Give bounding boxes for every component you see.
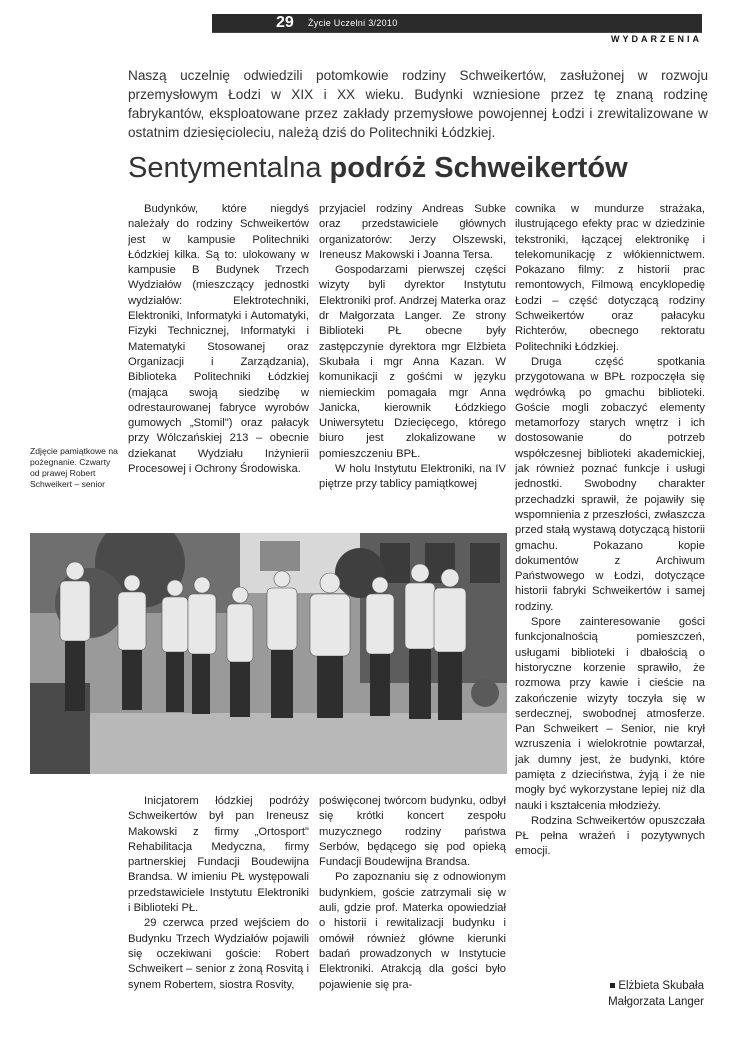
- paragraph: Rodzina Schweikertów opuszczała PŁ pełna wrażeń i pozytywnych emocji.: [515, 814, 705, 858]
- text-column-1: [128, 202, 309, 520]
- photo-caption: Zdjęcie pamiątkowe na pożegnanie. Czwarty od prawej Robert Schweikert – senior: [30, 446, 118, 489]
- author-1-line: [608, 978, 704, 994]
- paragraph: Po zapoznaniu się z odnowionym budynkiem, goście zatrzymali się w auli, gdzie prof. Materka opowiedział o historii i rewitalizacji budynku i omówił również główne kierunki badań prowadzonych w Instytucie Elektroniki. Atrakcją dla gości było pojawienie się pra-: [319, 871, 506, 991]
- group-photo: [30, 533, 507, 774]
- paragraph: 29 czerwca przed wejściem do Budynku Trzech Wydziałów pojawili się oczekiwani goście: Robert Schweikert – senior z żoną Rosvitą i synem Robertem, siostra Rosvity,: [128, 917, 309, 991]
- paragraph: przyjaciel rodziny Andreas Subke oraz przedstawiciele głównych organizatorów: Jerzy Olszewski, Ireneusz Makowski i Joanna Tersa.: [319, 203, 506, 261]
- article-lead: Naszą uczelnię odwiedzili potomkowie rodziny Schweikertów, zasłużonej w rozwoju przemysłowym Łodzi w XIX i XX wieku. Budynki wzniesione przez tę znaną rodzinę fabrykantów, eksploatowane przez zakłady przemysłowe powojennej Łodzi i zrewitalizowane w ostatnim dziesięcioleciu, należą dziś do Politechniki Łódzkiej.: [128, 68, 708, 140]
- paragraph: Inicjatorem łódzkiej podróży Schweikertów był pan Ireneusz Makowski z firmy „Ortosport" Rehabilitacja Medyczna, firmy partnerskiej Fundacji Boudewijna Brandsa. W imieniu PŁ występowali przedstawiciele Instytutu Elektroniki i Biblioteki PŁ.: [128, 795, 309, 915]
- article-title: [128, 150, 628, 186]
- header-bar: [212, 14, 702, 32]
- author-1: Elżbieta Skubała: [618, 980, 704, 992]
- author-signature: [608, 978, 704, 1010]
- title-bold: podróż Schweikertów: [329, 152, 628, 184]
- paragraph: Gospodarzami pierwszej części wizyty byli dyrektor Instytutu Elektroniki prof. Andrzej Materka oraz dr Małgorzata Langer. Ze strony Biblioteki PŁ obecne były zastępczynie dyrektora mgr Elżbieta Skubała i mgr Anna Kazan. W komunikacji z gośćmi w języku niemieckim pomagała mgr Anna Janicka, kierownik Łódzkiego Uniwersytetu Dziecięcego, którego biuro jest zlokalizowane w pomieszczeniu BPŁ.: [319, 264, 506, 460]
- group-photo-image: [30, 533, 507, 774]
- header-divider: [212, 32, 702, 33]
- text-column-2: [319, 202, 506, 520]
- bullet-icon: [610, 983, 615, 988]
- page-number: 29: [276, 14, 294, 31]
- author-2: Małgorzata Langer: [608, 996, 704, 1008]
- title-light: Sentymentalna: [128, 152, 322, 184]
- section-label: WYDARZENIA: [611, 34, 702, 44]
- text-column-5: [319, 794, 506, 1024]
- paragraph: Spore zainteresowanie gości funkcjonalnością pomieszczeń, usługami biblioteki i dbałością o historyczne korzenie sprawiło, że rozmowa przy kawie i cieście na zakończenie wizyty toczyła się w serdecznej, swobodnej atmosferze. Pan Schweikert – Senior, nie krył wzruszenia i wielokrotnie powtarzał, jak dumny jest, że budynki, które pamięta z dzieciństwa, żyją i że nie mogły być wykorzystane lepiej niż dla nauki i kształcenia młodzieży.: [515, 616, 705, 812]
- paragraph: Budynków, które niegdyś należały do rodziny Schweikertów jest w kampusie Politechniki Łódzkiej kilka. Są to: ulokowany w kampusie B Budynek Trzech Wydziałów (mieszczący jednostki wydziałów: Elektrotechniki, Elektroniki, Informatyki i Automatyki, Fizyki Technicznej, Informatyki i Matematyki Stosowanej oraz Organizacji i Zarządzania), Biblioteka Politechniki Łódzkiej (mająca swoją siedzibę w odrestaurowanej fabryce wyrobów gumowych „Stomil") oraz pałacyk przy Wólczańskiej 213 – obecnie dziekanat Wydziału Inżynierii Procesowej i Ochrony Środowiska.: [128, 203, 309, 476]
- paragraph: poświęconej twórcom budynku, odbył się krótki koncert zespołu muzycznego rodziny państwa Serbów, będącego się pod opieką Fundacji Boudewijna Brandsa.: [319, 795, 506, 869]
- paragraph: Druga część spotkania przygotowana w BPŁ rozpoczęła się wędrówką po gmachu biblioteki. Goście mogli zobaczyć elementy metamorfozy starych wnętrz i ich dostosowanie do potrzeb współczesnej biblioteki akademickiej, jak również poznać funkcje i usługi jednostki. Swobodny charakter przechadzki sprawił, że pojawiły się wspomnienia z przeszłości, zwłaszcza przed stałą wystawą dotyczącą historii gmachu. Pokazano kopie dokumentów z Archiwum Państwowego w Łodzi, dotyczące historii fabryki Schweikertów i samej rodziny.: [515, 355, 705, 613]
- text-column-3: [515, 202, 705, 946]
- journal-title: Życie Uczelni 3/2010: [308, 18, 398, 28]
- text-column-4: [128, 794, 309, 1024]
- paragraph: W holu Instytutu Elektroniki, na IV piętrze przy tablicy pamiątkowej: [319, 463, 506, 491]
- paragraph: cownika w mundurze strażaka, ilustrującego efekty prac w dziedzinie tekstroniki, łączącej elektronikę i telekomunikację z włókiennictwem. Pokazano filmy: z historii prac remontowych, Filmową encyklopedię Łodzi – część dotyczącą rodziny Schweikertów oraz pałacyku Richterów, obecnego rektoratu Politechniki Łódzkiej.: [515, 203, 705, 353]
